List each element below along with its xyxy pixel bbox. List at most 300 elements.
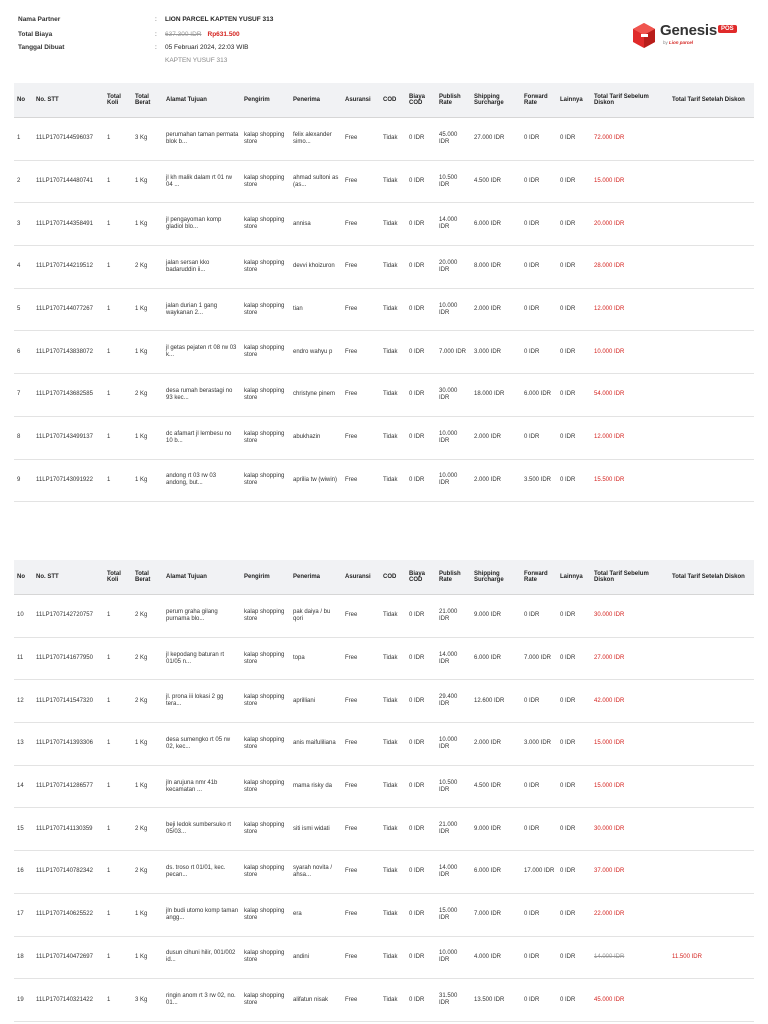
lainnya: 0 IDR: [557, 246, 591, 289]
shipping-surcharge: 7.000 IDR: [471, 893, 521, 936]
total-koli: 1: [104, 331, 132, 374]
total-berat: 3 Kg: [132, 979, 163, 1022]
forward-rate: 0 IDR: [521, 595, 557, 638]
publish-rate: 7.000 IDR: [436, 331, 471, 374]
column-header-biaya-cod: Biaya COD: [406, 83, 436, 118]
row-number: 3: [14, 203, 33, 246]
tarif-sebelum-diskon: 20.000 IDR: [591, 203, 669, 246]
total-berat: 1 Kg: [132, 160, 163, 203]
publish-rate: 10.000 IDR: [436, 723, 471, 766]
column-header-forward-rate: Forward Rate: [521, 560, 557, 595]
tarif-setelah-diskon: [669, 416, 754, 459]
tarif-setelah-diskon: [669, 374, 754, 417]
asuransi: Free: [342, 808, 380, 851]
pengirim: kalap shopping store: [241, 331, 290, 374]
colon: :: [155, 31, 157, 38]
alamat-tujuan: ds. troso rt 01/01, kec. pecan...: [163, 851, 241, 894]
forward-rate: 0 IDR: [521, 203, 557, 246]
forward-rate: 3.500 IDR: [521, 459, 557, 502]
biaya-cod: 0 IDR: [406, 459, 436, 502]
tarif-sebelum-diskon: 45.000 IDR: [591, 979, 669, 1022]
row-number: 12: [14, 680, 33, 723]
total-berat: 2 Kg: [132, 637, 163, 680]
shipping-surcharge: 18.000 IDR: [471, 374, 521, 417]
total-berat: 1 Kg: [132, 723, 163, 766]
pengirim: kalap shopping store: [241, 595, 290, 638]
tarif-sebelum-diskon: 27.000 IDR: [591, 637, 669, 680]
cod-flag: Tidak: [380, 288, 406, 331]
alamat-tujuan: jl kh malik dalam rt 01 rw 04 ...: [163, 160, 241, 203]
asuransi: Free: [342, 374, 380, 417]
alamat-tujuan: jl getas pejaten rt 08 rw 03 k...: [163, 331, 241, 374]
total-berat: 3 Kg: [132, 118, 163, 161]
shipping-surcharge: 9.000 IDR: [471, 595, 521, 638]
cod-flag: Tidak: [380, 936, 406, 979]
total-berat: 1 Kg: [132, 331, 163, 374]
column-header-forward-rate: Forward Rate: [521, 83, 557, 118]
alamat-tujuan: beji ledok sumbersuko rt 05/03...: [163, 808, 241, 851]
row-number: 16: [14, 851, 33, 894]
row-number: 9: [14, 459, 33, 502]
shipping-surcharge: 13.500 IDR: [471, 979, 521, 1022]
shipping-surcharge: 6.000 IDR: [471, 203, 521, 246]
total-koli: 1: [104, 246, 132, 289]
table-row: [14, 595, 754, 638]
biaya-cod: 0 IDR: [406, 118, 436, 161]
cod-flag: Tidak: [380, 680, 406, 723]
penerima: devvi khoizuron: [290, 246, 342, 289]
stt-number: 11LP1707140782342: [33, 851, 104, 894]
forward-rate: 0 IDR: [521, 331, 557, 374]
tarif-setelah-diskon: [669, 637, 754, 680]
tarif-sebelum-diskon: 10.000 IDR: [591, 331, 669, 374]
pengirim: kalap shopping store: [241, 808, 290, 851]
colon: :: [155, 44, 157, 51]
alamat-tujuan: ringin anom rt 3 rw 02, no. 01...: [163, 979, 241, 1022]
tarif-setelah-diskon: [669, 459, 754, 502]
forward-rate: 0 IDR: [521, 979, 557, 1022]
row-number: 1: [14, 118, 33, 161]
table-row: [14, 723, 754, 766]
row-number: 4: [14, 246, 33, 289]
stt-number: 11LP1707143499137: [33, 416, 104, 459]
forward-rate: 0 IDR: [521, 765, 557, 808]
stt-number: 11LP1707144219512: [33, 246, 104, 289]
alamat-tujuan: jl. prona iii lokasi 2 gg tera...: [163, 680, 241, 723]
tarif-sebelum-diskon: 15.000 IDR: [591, 765, 669, 808]
lainnya: 0 IDR: [557, 936, 591, 979]
alamat-tujuan: jln arujuna nmr 41b kecamatan ...: [163, 765, 241, 808]
publish-rate: 10.500 IDR: [436, 765, 471, 808]
row-number: 8: [14, 416, 33, 459]
row-number: 6: [14, 331, 33, 374]
alamat-tujuan: jalan sersan kko badaruddin ii...: [163, 246, 241, 289]
column-header-cod-flag: COD: [380, 560, 406, 595]
cod-flag: Tidak: [380, 723, 406, 766]
cod-flag: Tidak: [380, 118, 406, 161]
asuransi: Free: [342, 160, 380, 203]
forward-rate: 0 IDR: [521, 246, 557, 289]
penerima: aprilia tw (wiwin): [290, 459, 342, 502]
penerima: christyne pinem: [290, 374, 342, 417]
table-row: [14, 118, 754, 161]
column-header-cod-flag: COD: [380, 83, 406, 118]
shipping-surcharge: 2.000 IDR: [471, 459, 521, 502]
total-koli: 1: [104, 374, 132, 417]
tarif-setelah-diskon: [669, 118, 754, 161]
alamat-tujuan: jl pengayoman komp gladiol blo...: [163, 203, 241, 246]
total-value: [165, 29, 240, 41]
date-label: Tanggal Dibuat: [18, 44, 65, 51]
pengirim: kalap shopping store: [241, 765, 290, 808]
shipping-surcharge: 9.000 IDR: [471, 808, 521, 851]
table-row: [14, 637, 754, 680]
alamat-tujuan: perum graha gilang purnama blo...: [163, 595, 241, 638]
forward-rate: 0 IDR: [521, 893, 557, 936]
cod-flag: Tidak: [380, 459, 406, 502]
lainnya: 0 IDR: [557, 808, 591, 851]
tarif-sebelum-diskon: 28.000 IDR: [591, 246, 669, 289]
asuransi: Free: [342, 416, 380, 459]
lainnya: 0 IDR: [557, 288, 591, 331]
penerima: andini: [290, 936, 342, 979]
total-koli: 1: [104, 680, 132, 723]
row-number: 17: [14, 893, 33, 936]
stt-number: 11LP1707140472697: [33, 936, 104, 979]
stt-number: 11LP1707141286577: [33, 765, 104, 808]
forward-rate: 0 IDR: [521, 118, 557, 161]
column-header-stt-number: No. STT: [33, 83, 104, 118]
lainnya: 0 IDR: [557, 851, 591, 894]
column-header-publish-rate: Publish Rate: [436, 560, 471, 595]
total-berat: 1 Kg: [132, 459, 163, 502]
stt-number: 11LP1707140321422: [33, 979, 104, 1022]
column-header-row-number: No: [14, 560, 33, 595]
tarif-setelah-diskon: [669, 288, 754, 331]
tarif-setelah-diskon: [669, 723, 754, 766]
total-koli: 1: [104, 893, 132, 936]
total-berat: 2 Kg: [132, 246, 163, 289]
lainnya: 0 IDR: [557, 765, 591, 808]
penerima: annisa: [290, 203, 342, 246]
forward-rate: 7.000 IDR: [521, 637, 557, 680]
tarif-sebelum-diskon: 37.000 IDR: [591, 851, 669, 894]
biaya-cod: 0 IDR: [406, 160, 436, 203]
row-number: 2: [14, 160, 33, 203]
total-berat: 1 Kg: [132, 416, 163, 459]
column-header-row-number: No: [14, 83, 33, 118]
pengirim: kalap shopping store: [241, 893, 290, 936]
total-koli: 1: [104, 979, 132, 1022]
total-berat: 2 Kg: [132, 851, 163, 894]
column-header-asuransi: Asuransi: [342, 560, 380, 595]
pengirim: kalap shopping store: [241, 459, 290, 502]
alamat-tujuan: dc afamart jl lembesu no 10 b...: [163, 416, 241, 459]
pengirim: kalap shopping store: [241, 851, 290, 894]
penerima: tian: [290, 288, 342, 331]
lainnya: 0 IDR: [557, 723, 591, 766]
tarif-setelah-diskon: [669, 331, 754, 374]
stt-number: 11LP1707141677950: [33, 637, 104, 680]
tarif-sebelum-diskon: 12.000 IDR: [591, 416, 669, 459]
publish-rate: 14.000 IDR: [436, 637, 471, 680]
cod-flag: Tidak: [380, 851, 406, 894]
total-berat: 2 Kg: [132, 595, 163, 638]
column-header-total-koli: Total Koli: [104, 83, 132, 118]
cod-flag: Tidak: [380, 765, 406, 808]
column-header-biaya-cod: Biaya COD: [406, 560, 436, 595]
column-header-total-berat: Total Berat: [132, 560, 163, 595]
publish-rate: 30.000 IDR: [436, 374, 471, 417]
biaya-cod: 0 IDR: [406, 808, 436, 851]
publish-rate: 21.000 IDR: [436, 595, 471, 638]
lainnya: 0 IDR: [557, 893, 591, 936]
lainnya: 0 IDR: [557, 680, 591, 723]
total-koli: 1: [104, 765, 132, 808]
tarif-setelah-diskon: [669, 851, 754, 894]
table-row: [14, 203, 754, 246]
alamat-tujuan: jln budi utomo komp taman angg...: [163, 893, 241, 936]
penerima: syarah novita / ahsa...: [290, 851, 342, 894]
table-row: [14, 459, 754, 502]
table-row: [14, 893, 754, 936]
stt-number: 11LP1707144480741: [33, 160, 104, 203]
row-number: 13: [14, 723, 33, 766]
table-row: [14, 808, 754, 851]
column-header-tarif-setelah-diskon: Total Tarif Setelah Diskon: [669, 83, 754, 118]
penerima: pak daiya / bu qori: [290, 595, 342, 638]
biaya-cod: 0 IDR: [406, 936, 436, 979]
total-koli: 1: [104, 459, 132, 502]
pengirim: kalap shopping store: [241, 288, 290, 331]
stt-number: 11LP1707141130359: [33, 808, 104, 851]
publish-rate: 10.000 IDR: [436, 288, 471, 331]
stt-number: 11LP1707144358491: [33, 203, 104, 246]
tarif-setelah-diskon: [669, 893, 754, 936]
cod-flag: Tidak: [380, 203, 406, 246]
total-berat: 1 Kg: [132, 203, 163, 246]
asuransi: Free: [342, 331, 380, 374]
total-berat: 2 Kg: [132, 680, 163, 723]
partner-value: LION PARCEL KAPTEN YUSUF 313: [165, 16, 274, 23]
column-header-tarif-setelah-diskon: Total Tarif Setelah Diskon: [669, 560, 754, 595]
tarif-sebelum-diskon: 72.000 IDR: [591, 118, 669, 161]
asuransi: Free: [342, 288, 380, 331]
asuransi: Free: [342, 765, 380, 808]
total-label: Total Biaya: [18, 31, 53, 38]
total-koli: 1: [104, 595, 132, 638]
forward-rate: 0 IDR: [521, 936, 557, 979]
tarif-setelah-diskon: [669, 246, 754, 289]
tarif-setelah-diskon: [669, 765, 754, 808]
total-koli: 1: [104, 288, 132, 331]
alamat-tujuan: desa rumah berastagi no 93 kec...: [163, 374, 241, 417]
colon: :: [155, 16, 157, 23]
alamat-tujuan: dusun cihuni hilir, 001/002 id...: [163, 936, 241, 979]
row-number: 11: [14, 637, 33, 680]
cod-flag: Tidak: [380, 160, 406, 203]
forward-rate: 0 IDR: [521, 808, 557, 851]
biaya-cod: 0 IDR: [406, 374, 436, 417]
column-header-tarif-sebelum-diskon: Total Tarif Sebelum Diskon: [591, 83, 669, 118]
stt-number: 11LP1707143091922: [33, 459, 104, 502]
biaya-cod: 0 IDR: [406, 979, 436, 1022]
forward-rate: 0 IDR: [521, 680, 557, 723]
shipment-table-1: [14, 83, 754, 502]
total-berat: 1 Kg: [132, 765, 163, 808]
biaya-cod: 0 IDR: [406, 246, 436, 289]
tarif-sebelum-diskon: 30.000 IDR: [591, 808, 669, 851]
publish-rate: 20.000 IDR: [436, 246, 471, 289]
shipping-surcharge: 4.500 IDR: [471, 765, 521, 808]
cod-flag: Tidak: [380, 808, 406, 851]
penerima: mama risky da: [290, 765, 342, 808]
forward-rate: 3.000 IDR: [521, 723, 557, 766]
asuransi: Free: [342, 118, 380, 161]
table-row: [14, 765, 754, 808]
column-header-pengirim: Pengirim: [241, 83, 290, 118]
publish-rate: 15.000 IDR: [436, 893, 471, 936]
stt-number: 11LP1707141547320: [33, 680, 104, 723]
tarif-setelah-diskon: [669, 680, 754, 723]
table-row: [14, 288, 754, 331]
cod-flag: Tidak: [380, 979, 406, 1022]
asuransi: Free: [342, 893, 380, 936]
biaya-cod: 0 IDR: [406, 723, 436, 766]
column-header-alamat-tujuan: Alamat Tujuan: [163, 83, 241, 118]
biaya-cod: 0 IDR: [406, 680, 436, 723]
shipping-surcharge: 4.000 IDR: [471, 936, 521, 979]
table-row: [14, 416, 754, 459]
biaya-cod: 0 IDR: [406, 595, 436, 638]
column-header-penerima: Penerima: [290, 560, 342, 595]
cod-flag: Tidak: [380, 637, 406, 680]
penerima: endro wahyu p: [290, 331, 342, 374]
tarif-setelah-diskon: [669, 160, 754, 203]
forward-rate: 0 IDR: [521, 416, 557, 459]
total-koli: 1: [104, 637, 132, 680]
logo-byline: by Lion parcel: [663, 40, 694, 45]
shipping-surcharge: 2.000 IDR: [471, 416, 521, 459]
pengirim: kalap shopping store: [241, 374, 290, 417]
pengirim: kalap shopping store: [241, 637, 290, 680]
asuransi: Free: [342, 851, 380, 894]
lainnya: 0 IDR: [557, 331, 591, 374]
penerima: aprilliani: [290, 680, 342, 723]
table-header-row: [14, 560, 754, 595]
table-row: [14, 979, 754, 1022]
lainnya: 0 IDR: [557, 979, 591, 1022]
lainnya: 0 IDR: [557, 459, 591, 502]
lainnya: 0 IDR: [557, 118, 591, 161]
penerima: era: [290, 893, 342, 936]
column-header-pengirim: Pengirim: [241, 560, 290, 595]
table-row: [14, 246, 754, 289]
pengirim: kalap shopping store: [241, 160, 290, 203]
asuransi: Free: [342, 680, 380, 723]
lainnya: 0 IDR: [557, 416, 591, 459]
biaya-cod: 0 IDR: [406, 331, 436, 374]
publish-rate: 29.400 IDR: [436, 680, 471, 723]
logo-name: Genesis: [660, 22, 717, 39]
total-berat: 1 Kg: [132, 288, 163, 331]
table-header-row: [14, 83, 754, 118]
tarif-sebelum-diskon: 54.000 IDR: [591, 374, 669, 417]
stt-number: 11LP1707142720757: [33, 595, 104, 638]
total-koli: 1: [104, 160, 132, 203]
tarif-sebelum-diskon: 14.000 IDR: [591, 936, 669, 979]
shipping-surcharge: 3.000 IDR: [471, 331, 521, 374]
pengirim: kalap shopping store: [241, 723, 290, 766]
biaya-cod: 0 IDR: [406, 416, 436, 459]
stt-number: 11LP1707144077267: [33, 288, 104, 331]
publish-rate: 14.000 IDR: [436, 203, 471, 246]
lion-parcel-brand: Lion parcel: [669, 40, 694, 45]
asuransi: Free: [342, 936, 380, 979]
forward-rate: 0 IDR: [521, 288, 557, 331]
pengirim: kalap shopping store: [241, 246, 290, 289]
total-koli: 1: [104, 808, 132, 851]
biaya-cod: 0 IDR: [406, 765, 436, 808]
tarif-sebelum-diskon: 30.000 IDR: [591, 595, 669, 638]
total-berat: 2 Kg: [132, 808, 163, 851]
asuransi: Free: [342, 459, 380, 502]
biaya-cod: 0 IDR: [406, 851, 436, 894]
table-row: [14, 680, 754, 723]
column-header-shipping-surcharge: Shipping Surcharge: [471, 560, 521, 595]
column-header-lainnya: Lainnya: [557, 83, 591, 118]
column-header-stt-number: No. STT: [33, 560, 104, 595]
total-koli: 1: [104, 118, 132, 161]
cod-flag: Tidak: [380, 416, 406, 459]
total-berat: 1 Kg: [132, 893, 163, 936]
forward-rate: 0 IDR: [521, 160, 557, 203]
shipping-surcharge: 8.000 IDR: [471, 246, 521, 289]
total-koli: 1: [104, 723, 132, 766]
table-row: [14, 936, 754, 979]
alamat-tujuan: perumahan taman permata blok b...: [163, 118, 241, 161]
asuransi: Free: [342, 203, 380, 246]
asuransi: Free: [342, 637, 380, 680]
shipping-surcharge: 6.000 IDR: [471, 637, 521, 680]
publish-rate: 45.000 IDR: [436, 118, 471, 161]
tarif-setelah-diskon: [669, 808, 754, 851]
table-row: [14, 331, 754, 374]
total-final: Rp631.500: [207, 31, 240, 38]
publish-rate: 31.500 IDR: [436, 979, 471, 1022]
biaya-cod: 0 IDR: [406, 288, 436, 331]
column-header-alamat-tujuan: Alamat Tujuan: [163, 560, 241, 595]
lainnya: 0 IDR: [557, 637, 591, 680]
publish-rate: 10.500 IDR: [436, 160, 471, 203]
penerima: topa: [290, 637, 342, 680]
tarif-setelah-diskon: [669, 979, 754, 1022]
alamat-tujuan: andong rt 03 rw 03 andong, but...: [163, 459, 241, 502]
shipping-surcharge: 2.000 IDR: [471, 288, 521, 331]
biaya-cod: 0 IDR: [406, 203, 436, 246]
column-header-tarif-sebelum-diskon: Total Tarif Sebelum Diskon: [591, 560, 669, 595]
total-koli: 1: [104, 851, 132, 894]
partner-label: Nama Partner: [18, 16, 61, 23]
column-header-total-berat: Total Berat: [132, 83, 163, 118]
row-number: 10: [14, 595, 33, 638]
row-number: 7: [14, 374, 33, 417]
tarif-sebelum-diskon: 22.000 IDR: [591, 893, 669, 936]
column-header-shipping-surcharge: Shipping Surcharge: [471, 83, 521, 118]
alamat-tujuan: jl kepodang baturan rt 01/05 n...: [163, 637, 241, 680]
alamat-tujuan: desa sumengko rt 05 rw 02, kec...: [163, 723, 241, 766]
asuransi: Free: [342, 595, 380, 638]
